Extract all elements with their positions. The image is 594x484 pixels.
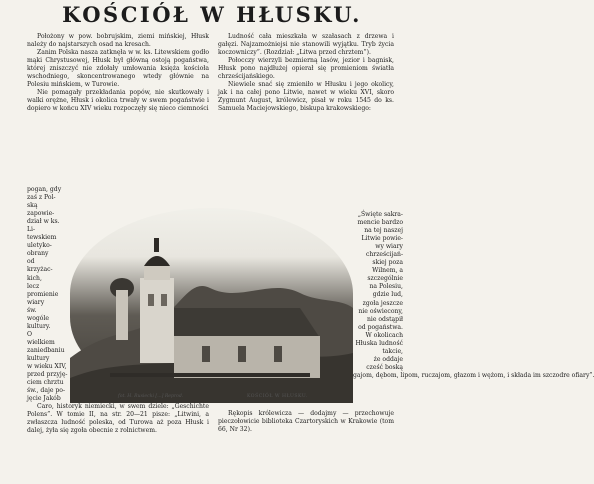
text-line: mencie bardzo [357, 219, 403, 227]
text-line: nie odstąpił [366, 315, 403, 323]
right-column-bottom [218, 410, 394, 434]
text-line: takcie, [382, 347, 403, 355]
text-line: na tej naszej [364, 227, 403, 235]
church-illustration [70, 208, 353, 403]
text-line: przed przyję- [27, 371, 68, 379]
text-line: gdzie lud, [372, 291, 403, 299]
text-line: krzyżac- [27, 266, 53, 274]
text-line: skiej poza [372, 259, 403, 267]
text-line: kultury. [27, 322, 51, 330]
text-line: gajom, dębom, lipom, ruczajom, głazom i wężom, i składa im szczodre ofiary”. [353, 371, 594, 379]
text-line: W okolicach [365, 331, 403, 339]
left-column [27, 33, 209, 113]
text-line: chrześcijań- [365, 251, 403, 259]
text-line: pogan, gdy [27, 186, 62, 193]
text-line: cześć boską [366, 363, 403, 371]
paragraph: Caro, historyk niemiecki, w swem dziele: „Geschichte Polens”. W tomie II, na str. 20—21 pisze: „Litwini, a zwłaszcza ludność poleska, od Turowa aż poza Hłusk i dalej, żyła się zgoła obecnie z rolnictwem. [27, 403, 209, 435]
text-line: Li- [27, 226, 36, 234]
text-line: wielkiem [27, 338, 55, 346]
text-line: Hłuska ludność [355, 339, 403, 347]
text-line: Wilnem, a [372, 267, 403, 275]
text-line: Litwie powie- [361, 235, 403, 243]
text-line: zgoła jeszcze [362, 299, 403, 307]
text-line: ciem chrztu [27, 379, 64, 387]
text-line: w wieku XIV, [27, 363, 67, 371]
text-line: zaś z Pol- [27, 194, 56, 202]
text-line: od pogaństwa. [358, 323, 403, 331]
text-line: jęcie Jakób [27, 395, 61, 403]
text-line: „Święte sakra- [357, 211, 403, 218]
right-wrap-text [353, 211, 594, 380]
paragraph: Położony w pow. bobrujskim, ziemi mińskiej, Hłusk należy do najstarszych osad na kresach. [27, 33, 209, 49]
left-column-bottom [27, 403, 209, 435]
left-wrap-text [27, 186, 67, 403]
text-line: wiary [27, 298, 45, 306]
text-line: św., daje po- [27, 387, 66, 395]
text-line: ską [27, 202, 38, 210]
text-line: na Polesiu, [369, 283, 403, 291]
photo-caption-left: fot. H. Rusiecki [...] Reprod. [118, 394, 184, 399]
text-line: kich, [27, 274, 42, 282]
text-line: że oddaje [373, 355, 403, 363]
church-photo [70, 208, 353, 403]
page-title: KOŚCIÓŁ W HŁUSKU. [62, 2, 362, 27]
text-line: O [27, 330, 32, 338]
text-line: wogóle [27, 314, 50, 322]
text-line: uletyko- [27, 242, 52, 250]
text-line: dział w ks. [27, 218, 60, 226]
text-line: nie oświecony, [358, 307, 403, 315]
text-line: tewskiem [27, 234, 57, 242]
paragraph: Zanim Polska nasza zatknęła w w. ks. Litewskiem godło mąki Chrystusowej, Hłusk był główną ostoją pogaństwa, której zniszczyć nie zdołały umłowania księża kościoła wschodniego, skoncentrowanego wtedy głównie na Polesiu mińskiem, w Turowie. [27, 49, 209, 89]
paragraph: Rękopis królewicza — dodajmy — przechowuje pieczołowicie biblioteka Czartoryskich w Krakowie (tom 66, Nr 32). [218, 410, 394, 434]
text-line: św. [27, 306, 37, 314]
photo-caption-right: KOŚCIÓŁ W HŁUSKU. [247, 394, 308, 399]
text-line: zapowie- [27, 210, 55, 218]
text-line: lecz [27, 282, 40, 290]
paragraph: Nie pomagały przekładania popów, nie skutkowały i walki orężne, Hłusk i okolica trwały w swem pogaństwie i dopiero w końcu XIV wieku rozpoczęły się nieco ciemności [27, 89, 209, 113]
text-line: szczególnie [367, 275, 403, 283]
right-column [218, 33, 394, 113]
text-line: promienie [27, 290, 59, 298]
text-line: zaniedbaniu [27, 346, 65, 354]
text-line: od [27, 258, 35, 266]
paragraph: Ludność cała mieszkała w szałasach z drzewa i gałęzi. Najzamożniejsi nie stanowili wyjątku. Tryb życia koczowniczy”. (Rozdział: „Litwa przed chrztem”). [218, 33, 394, 57]
paragraph: Niewiele snać się zmieniło w Hłusku i jego okolicy, jak i na całej pono Litwie, nawet w wieku XVI, skoro Zygmunt August, królewicz, pisał w roku 1545 do ks. Samuela Maciejowskiego, biskupa krakowskiego: [218, 81, 394, 113]
text-line: wy wiary [375, 243, 403, 251]
text-line: kultury [27, 354, 50, 362]
text-line: obrany [27, 250, 49, 258]
paragraph: Połocczy wierzyli bezmierną lasów, jezior i bagnisk, Hłusk pono najdłużej opierał się promieniom światła chrześcijańskiego. [218, 57, 394, 81]
